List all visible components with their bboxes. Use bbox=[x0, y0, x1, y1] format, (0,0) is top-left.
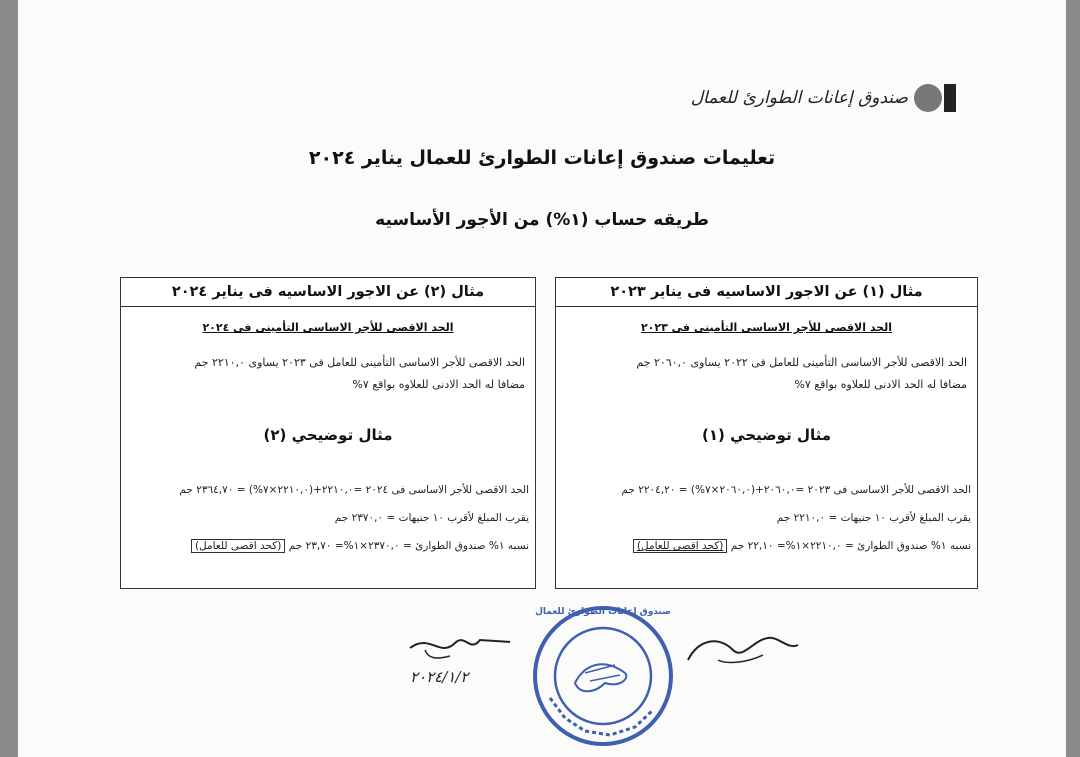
stamp-text: صندوق إعانات الطوارئ للعمال bbox=[535, 607, 671, 617]
example-1-calc-line1: الحد الاقصى للأجر الاساسى فى ٢٠٢٣ =٢٠٦٠,٠+(٢٠٦٠,٠×٧%) = ٢٢٠٤,٢٠ جم bbox=[621, 484, 971, 496]
example-2-calc-line3: نسبه ١% صندوق الطوارئ = ٢٣٧٠,٠×١%= ٢٣,٧٠ جم bbox=[288, 540, 529, 552]
example-2-box bbox=[120, 277, 536, 589]
header-logo bbox=[691, 80, 956, 116]
example-2-title: مثال توضيحي (٢) bbox=[263, 426, 393, 444]
example-2-description bbox=[131, 352, 525, 396]
official-stamp-icon bbox=[530, 603, 676, 749]
handshake-logo-icon bbox=[914, 80, 956, 116]
example-2-desc-line1: الحد الاقصى للأجر الاساسى التأمينى للعامل فى ٢٠٢٣ يساوى ٢٢١٠,٠ جم bbox=[194, 356, 525, 369]
example-2-calc-line2: يقرب المبلغ لأقرب ١٠ جنيهات = ٢٣٧٠,٠ جم bbox=[334, 512, 529, 524]
example-1-heading: مثال (١) عن الاجور الاساسيه فى يناير ٢٠٢٣ bbox=[556, 278, 977, 307]
example-1-title: مثال توضيحي (١) bbox=[701, 426, 831, 444]
example-1-description bbox=[566, 352, 967, 396]
example-2-subheading: الحد الاقصى للأجر الاساسى التأمينى فى ٢٠٢٤ bbox=[202, 321, 454, 334]
example-2-calculation bbox=[127, 476, 529, 560]
signature-right bbox=[678, 620, 808, 680]
example-2-desc-line2: مضافا له الحد الادنى للعلاوه بواقع ٧% bbox=[352, 378, 525, 391]
example-2-calc-line1: الحد الاقصى للأجر الاساسى فى ٢٠٢٤ =٢٢١٠,٠+(٢٢١٠,٠×٧%) = ٢٣٦٤,٧٠ جم bbox=[179, 484, 529, 496]
document-page bbox=[18, 0, 1066, 757]
page-title: تعليمات صندوق إعانات الطوارئ للعمال يناير ٢٠٢٤ bbox=[308, 147, 776, 169]
example-2-heading: مثال (٢) عن الاجور الاساسيه فى يناير ٢٠٢٤ bbox=[121, 278, 535, 307]
page-subtitle: طريقه حساب (١%) من الأجور الأساسيه bbox=[375, 210, 709, 230]
example-1-box bbox=[555, 277, 978, 589]
example-1-calc-note: (كحد اقصى للعامل) bbox=[633, 539, 727, 553]
example-1-subheading: الحد الاقصى للأجر الاساسى التأمينى فى ٢٠٢٣ bbox=[640, 321, 893, 334]
signature-date: ٢٠٢٤/١/٢ bbox=[410, 668, 469, 686]
example-1-desc-line1: الحد الاقصى للأجر الاساسى التأمينى للعامل فى ٢٠٢٢ يساوى ٢٠٦٠,٠ جم bbox=[636, 356, 967, 369]
example-1-calc-line3: نسبه ١% صندوق الطوارئ = ٢٢١٠,٠×١%= ٢٢,١٠ جم bbox=[730, 540, 971, 552]
example-1-calc-line2: يقرب المبلغ لأقرب ١٠ جنيهات = ٢٢١٠,٠ جم bbox=[776, 512, 971, 524]
example-1-desc-line2: مضافا له الحد الادنى للعلاوه بواقع ٧% bbox=[794, 378, 967, 391]
example-2-calc-note: (كحد اقصى للعامل) bbox=[191, 539, 285, 553]
example-1-calculation bbox=[562, 476, 971, 560]
logo-text: صندوق إعانات الطوارئ للعمال bbox=[690, 88, 908, 108]
